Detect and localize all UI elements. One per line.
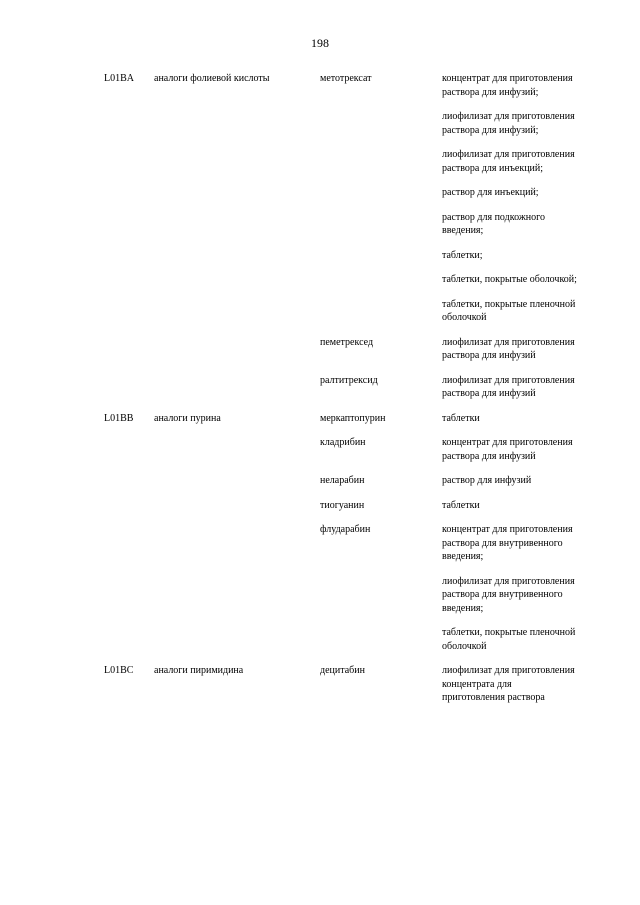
pharmacological-group: аналоги фолиевой кислоты bbox=[154, 73, 270, 84]
dosage-forms bbox=[442, 474, 577, 488]
drug-entry bbox=[104, 72, 577, 325]
table-row bbox=[104, 664, 574, 705]
dosage-form: раствор для инъекций; bbox=[442, 187, 539, 198]
dosage-form: таблетки bbox=[442, 499, 480, 511]
drug-name: ралтитрексид bbox=[320, 374, 378, 386]
atc-code: L01BA bbox=[104, 73, 134, 84]
dosage-forms bbox=[442, 336, 577, 363]
drug-entry bbox=[104, 499, 574, 513]
drug-name: флударабин bbox=[320, 524, 371, 535]
dosage-forms bbox=[442, 664, 577, 705]
drug-name: метотрексат bbox=[320, 73, 372, 84]
drug-name: неларабин bbox=[320, 475, 365, 486]
dosage-form: лиофилизат для приготовления раствора для инфузий bbox=[442, 374, 575, 399]
drug-name: кладрибин bbox=[320, 437, 366, 448]
dosage-forms bbox=[442, 499, 577, 513]
dosage-forms bbox=[442, 436, 577, 463]
drug-entry bbox=[104, 336, 574, 363]
dosage-form: лиофилизат для приготовления раствора для внутривенного введения; bbox=[442, 575, 575, 614]
dosage-form: лиофилизат для приготовления раствора для инъекций; bbox=[442, 149, 575, 174]
table-row bbox=[104, 412, 574, 654]
drug-name: тиогуанин bbox=[320, 499, 365, 511]
pharmacological-group: аналоги пиримидина bbox=[154, 665, 244, 676]
drug-name: пеметрексед bbox=[320, 336, 374, 348]
dosage-form: таблетки, покрытые пленочной оболочкой bbox=[442, 298, 576, 323]
dosage-form: таблетки, покрытые оболочкой; bbox=[442, 274, 577, 285]
drug-name: меркаптопурин bbox=[320, 412, 386, 424]
drug-entry bbox=[104, 474, 574, 488]
dosage-forms bbox=[442, 523, 577, 653]
dosage-form: лиофилизат для приготовления раствора для инфузий bbox=[442, 336, 575, 361]
dosage-form: таблетки, покрытые пленочной оболочкой bbox=[442, 627, 576, 652]
dosage-form: раствор для инфузий bbox=[442, 475, 532, 486]
table-row bbox=[104, 72, 577, 401]
dosage-form: концентрат для приготовления раствора для внутривенного введения; bbox=[442, 524, 573, 562]
dosage-form: лиофилизат для приготовления концентрата для приготовления раствора bbox=[442, 665, 575, 703]
atc-code: L01BC bbox=[104, 665, 134, 676]
drug-entry bbox=[104, 374, 574, 401]
dosage-form: лиофилизат для приготовления раствора для инфузий; bbox=[442, 111, 575, 136]
dosage-forms bbox=[442, 374, 577, 401]
drug-entry bbox=[104, 523, 574, 653]
drug-name: децитабин bbox=[320, 665, 365, 676]
dosage-form: раствор для подкожного введения; bbox=[442, 211, 545, 236]
dosage-form: концентрат для приготовления раствора для инфузий; bbox=[442, 73, 573, 98]
dosage-form: таблетки; bbox=[442, 249, 483, 261]
dosage-forms bbox=[442, 72, 577, 325]
dosage-forms bbox=[442, 412, 577, 426]
dosage-form: таблетки bbox=[442, 412, 480, 424]
atc-code: L01BB bbox=[104, 412, 134, 424]
drug-entry bbox=[104, 436, 574, 463]
page-number: 198 bbox=[311, 36, 329, 50]
drug-table bbox=[104, 72, 577, 716]
drug-entry bbox=[104, 664, 574, 705]
drug-entry bbox=[104, 412, 574, 426]
pharmacological-group: аналоги пурина bbox=[154, 412, 221, 424]
dosage-form: концентрат для приготовления раствора для инфузий bbox=[442, 437, 573, 462]
